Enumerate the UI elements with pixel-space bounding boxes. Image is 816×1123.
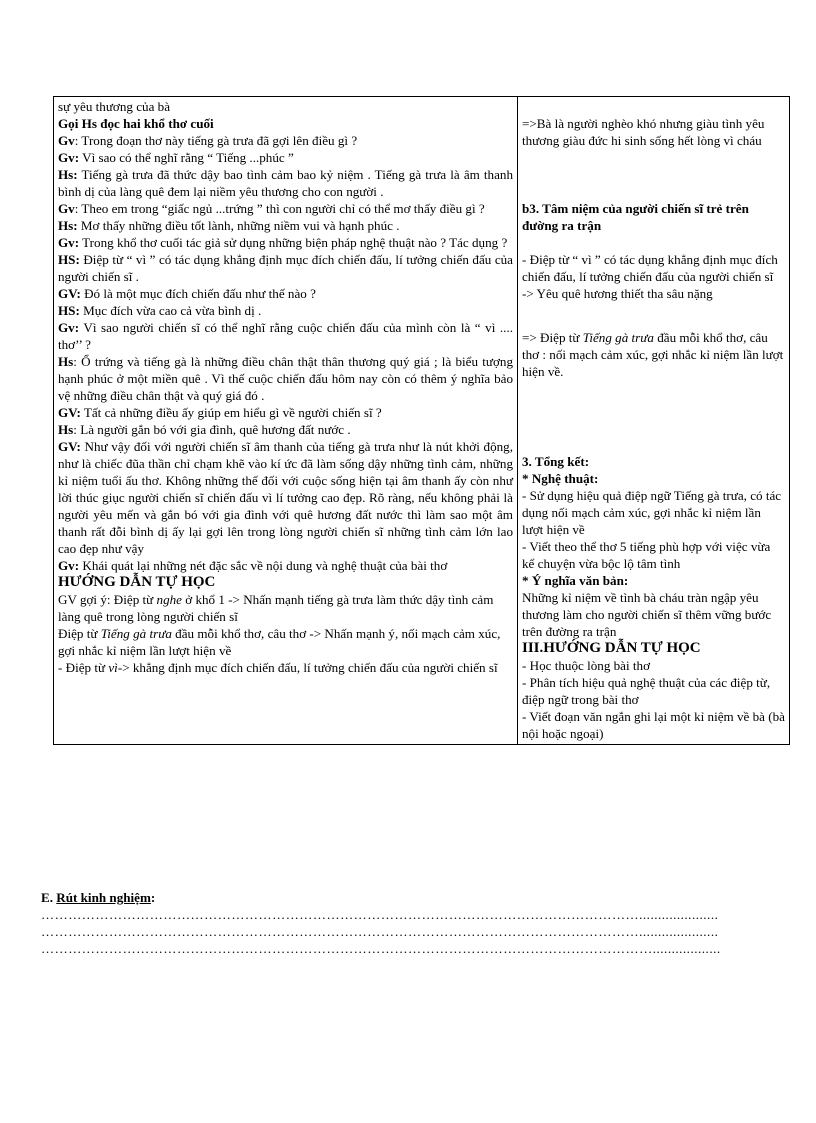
dialogue-line bbox=[58, 285, 513, 302]
speaker-label: HS: bbox=[58, 303, 80, 318]
dialogue-text: : Là người gắn bó với gia đình, quê hương đất nước . bbox=[73, 422, 351, 437]
text-line: sự yêu thương của bà bbox=[58, 99, 171, 114]
dialogue-line bbox=[58, 404, 513, 421]
section-heading: b3. Tâm niệm của người chiến sĩ trẻ trên đường ra trận bbox=[522, 201, 749, 233]
dialogue-line bbox=[58, 234, 513, 251]
speaker-label: Gv: bbox=[58, 150, 80, 165]
note-text bbox=[522, 329, 785, 380]
dialogue-text: Mục đích vừa cao cả vừa bình dị . bbox=[79, 303, 262, 318]
speaker-label: Gv: bbox=[58, 320, 80, 335]
dialogue-line bbox=[58, 302, 513, 319]
section-title-text: Rút kinh nghiệm bbox=[56, 890, 151, 905]
dialogue-line bbox=[58, 557, 513, 574]
dialogue-line bbox=[58, 319, 513, 353]
note-text: -> Yêu quê hương thiết tha sâu nặng bbox=[522, 286, 713, 301]
content-notes-cell bbox=[518, 97, 790, 745]
note-text: - Điệp từ “ vì ” có tác dụng khẳng định mục đích chiến đấu, lí tưởng chiến đấu của người chiến sĩ bbox=[522, 252, 778, 284]
dotted-line: ……………………………………………………………………………………………………………………..................... bbox=[41, 907, 719, 922]
italic-term: Tiếng gà trưa bbox=[100, 626, 172, 641]
dialogue-text: Trong khổ thơ cuối tác giả sử dụng những biện pháp nghệ thuật nào ? Tác dụng ? bbox=[79, 235, 508, 250]
section-prefix: E. bbox=[41, 890, 57, 905]
dialogue-line bbox=[58, 149, 513, 166]
teacher-student-activity-cell bbox=[54, 97, 518, 745]
art-subheading: * Nghệ thuật: bbox=[522, 471, 599, 486]
dialogue-text: : Ổ trứng và tiếng gà là những điều chân thật thân thương quý giá ; là biểu tượng hạnh phúc ở một miền quê . Vì thế cuộc chiến đấu hôm nay còn có thêm ý nghĩa bảo vệ những điều chân thật và quý giá đó . bbox=[58, 354, 513, 403]
note-text: - Sử dụng hiệu quả điệp ngữ Tiếng gà trưa, có tác dụng nối mạch cảm xúc, gợi nhắc kỉ niệm lần lượt hiện về bbox=[522, 488, 782, 537]
italic-term: vì bbox=[108, 660, 118, 675]
speaker-label: Hs bbox=[58, 354, 74, 369]
speaker-label: Hs bbox=[58, 422, 74, 437]
italic-term: nghe bbox=[156, 592, 182, 607]
dialogue-line bbox=[58, 421, 513, 438]
dialogue-text: Tất cả những điều ấy giúp em hiểu gì về người chiến sĩ ? bbox=[80, 405, 382, 420]
text-part: đầu mỗi khổ thơ, câu thơ -> Nhấn mạnh ý, nối mạch cảm xúc, gợi nhắc kỉ niệm lần lượt hiện về bbox=[58, 626, 501, 658]
summary-heading: 3. Tổng kết: bbox=[522, 454, 590, 469]
speaker-label: Hs: bbox=[58, 167, 78, 182]
dialogue-text: Khái quát lại những nét đặc sắc về nội dung và nghệ thuật của bài thơ bbox=[79, 558, 448, 573]
self-study-heading: HƯỚNG DẪN TỰ HỌC bbox=[58, 574, 216, 590]
dialogue-text: Mơ thấy những điều tốt lành, những niềm vui và hạnh phúc . bbox=[77, 218, 400, 233]
text-part: - Điệp từ bbox=[58, 660, 109, 675]
dialogue-text: Vì sao có thể nghĩ rằng “ Tiếng ...phúc ” bbox=[79, 150, 294, 165]
text-part: GV gợi ý: Điệp từ bbox=[58, 592, 157, 607]
dialogue-line bbox=[58, 166, 513, 200]
dotted-line: ……………………………………………………………………………………………………………………….................. bbox=[41, 941, 721, 956]
text-line bbox=[58, 591, 513, 625]
dialogue-text: Vì sao người chiến sĩ có thể nghĩ rằng cuộc chiến đấu của mình còn là “ vì .... thơ’’ ? bbox=[58, 320, 513, 352]
text-part: => Điệp từ bbox=[522, 330, 583, 345]
lesson-table bbox=[53, 96, 790, 745]
title-colon: : bbox=[150, 890, 156, 905]
speaker-label: GV: bbox=[58, 439, 81, 454]
speaker-label: Hs: bbox=[58, 218, 78, 233]
dialogue-text: Đó là một mục đích chiến đấu như thế nào ? bbox=[80, 286, 316, 301]
note-text: - Viết đoạn văn ngắn ghi lại một kỉ niệm về bà (bà nội hoặc ngoại) bbox=[522, 709, 785, 741]
speaker-label: Gv: bbox=[58, 235, 80, 250]
dialogue-line bbox=[58, 200, 513, 217]
self-study-heading: III.HƯỚNG DẪN TỰ HỌC bbox=[522, 640, 701, 656]
speaker-label: Gv: bbox=[58, 558, 80, 573]
instruction-heading: Gọi Hs đọc hai khổ thơ cuối bbox=[58, 116, 214, 131]
note-text: - Học thuộc lòng bài thơ bbox=[522, 658, 651, 673]
dialogue-text: : Trong đoạn thơ này tiếng gà trưa đã gợi lên điều gì ? bbox=[74, 133, 358, 148]
dialogue-text: : Theo em trong “giấc ngủ ...trứng ” thì con người chỉ có thể mơ thấy điều gì ? bbox=[74, 201, 485, 216]
dotted-line: ……………………………………………………………………………………………………………………..................... bbox=[41, 924, 719, 939]
text-part: đầu mỗi khổ thơ, câu thơ : nối mạch cảm xúc, gợi nhắc kỉ niệm lần lượt hiện về. bbox=[522, 330, 784, 379]
note-text: - Phân tích hiệu quả nghệ thuật của các điệp từ, điệp ngữ trong bài thơ bbox=[522, 675, 771, 707]
text-part: -> khẳng định mục đích chiến đấu, lí tưởng chiến đấu của người chiến sĩ bbox=[117, 660, 498, 675]
section-title bbox=[41, 889, 783, 906]
speaker-label: Gv bbox=[58, 201, 75, 216]
experience-notes-section bbox=[41, 889, 783, 957]
note-text: =>Bà là người nghèo khó nhưng giàu tình yêu thương giàu đức hi sinh sống hết lòng vì cháu bbox=[522, 116, 765, 148]
dialogue-line bbox=[58, 251, 513, 285]
text-line bbox=[58, 659, 513, 676]
dialogue-line bbox=[58, 438, 513, 557]
table-row bbox=[54, 97, 790, 745]
dialogue-text: Tiếng gà trưa đã thức dậy bao tình cảm bao kỷ niệm . Tiếng gà trưa là âm thanh bình dị của làng quê đem lại niềm yêu thương cho con người . bbox=[58, 167, 513, 199]
text-part: ở khổ 1 -> Nhấn mạnh tiếng gà trưa làm thức dậy tình cảm làng quê trong lòng người chiến sĩ bbox=[58, 592, 494, 624]
speaker-label: HS: bbox=[58, 252, 80, 267]
note-text: - Viết theo thể thơ 5 tiếng phù hợp với việc vừa kể chuyện vừa bộc lộ tâm tình bbox=[522, 539, 771, 571]
speaker-label: GV: bbox=[58, 405, 81, 420]
dialogue-line bbox=[58, 217, 513, 234]
dialogue-text: Điệp từ “ vì ” có tác dụng khẳng định mục đích chiến đấu, lí tưởng chiến đấu của người chiến sĩ . bbox=[58, 252, 513, 284]
text-line bbox=[58, 625, 513, 659]
italic-term: Tiếng gà trưa bbox=[582, 330, 654, 345]
text-part: Điệp từ bbox=[58, 626, 101, 641]
speaker-label: Gv bbox=[58, 133, 75, 148]
speaker-label: GV: bbox=[58, 286, 81, 301]
dialogue-text: Như vậy đối với người chiến sĩ âm thanh của tiếng gà trưa như là nút khởi động, như là chiếc đũa thần chỉ chạm khẽ vào kí ức đã làm sống dậy những tình cảm, những kỉ niệm tuổi ấu thơ. Không những thế đối với cuộc sống hiện tại âm thanh ấy còn như lời thúc giục người chiến sĩ chiến đấu vì lí tưởng cao đẹp. Rõ ràng, nếu không phải là người yêu mến và gắn bó với gia đình với quê hương đất nước thì làm sao một âm thanh rất đỗi bình dị ấy lại gợi lên trong lòng người chiến sĩ những tình cảm lớn lao cao đẹp như vậy bbox=[58, 439, 513, 556]
meaning-subheading: * Ý nghĩa văn bản: bbox=[522, 573, 629, 588]
note-text: Những kỉ niệm về tình bà cháu tràn ngập yêu thương làm cho người chiến sĩ thêm vững bước trên đường ra trận bbox=[522, 590, 772, 639]
dialogue-line bbox=[58, 353, 513, 404]
dialogue-line bbox=[58, 132, 513, 149]
